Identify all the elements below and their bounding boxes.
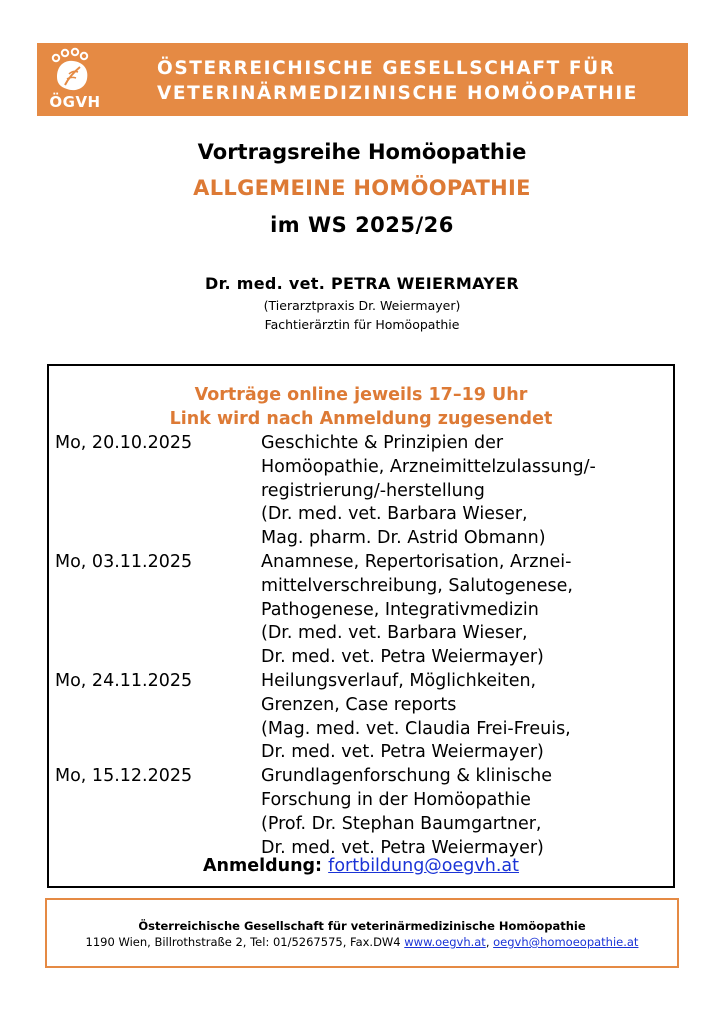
session-line: (Dr. med. vet. Barbara Wieser, <box>261 504 528 525</box>
registration-line <box>49 856 673 876</box>
session-line: Grenzen, Case reports <box>261 694 457 715</box>
session-description <box>261 432 667 551</box>
session-description <box>261 551 667 670</box>
session-line: Homöopathie, Arzneimittelzulassung/- <box>261 456 596 477</box>
footer-address: 1190 Wien, Billrothstraße 2, Tel: 01/5267575, Fax.DW4 <box>85 935 405 949</box>
header-banner <box>37 43 688 116</box>
session-date: Mo, 15.12.2025 <box>55 766 193 787</box>
registration-label: Anmeldung: <box>202 856 323 876</box>
session-line: (Mag. med. vet. Claudia Frei-Freuis, <box>261 718 571 739</box>
online-info-heading: Vorträge online jeweils 17–19 Uhr <box>194 385 528 405</box>
session-description <box>261 765 667 860</box>
session-list <box>55 432 667 860</box>
session-date: Mo, 24.11.2025 <box>55 670 193 691</box>
logo-wordmark: ÖGVH <box>49 93 101 111</box>
topic-title: ALLGEMEINE HOMÖOPATHIE <box>193 176 531 200</box>
org-name-line-1: ÖSTERREICHISCHE GESELLSCHAFT FÜR <box>157 58 616 79</box>
term-title: im WS 2025/26 <box>270 213 454 237</box>
footer-email-link[interactable]: oegvh@homoeopathie.at <box>493 935 639 949</box>
session-date: Mo, 03.11.2025 <box>55 551 193 572</box>
speaker-name: Dr. med. vet. PETRA WEIERMAYER <box>205 274 519 293</box>
session-line: registrierung/-herstellung <box>261 480 485 501</box>
footer-box <box>45 898 679 968</box>
session-line: Pathogenese, Integrativmedizin <box>261 599 539 620</box>
footer-separator: , <box>485 935 494 949</box>
session-line: (Prof. Dr. Stephan Baumgartner, <box>261 813 542 834</box>
session-line: Mag. pharm. Dr. Astrid Obmann) <box>261 528 546 549</box>
registration-email-link[interactable]: fortbildung@oegvh.at <box>328 856 519 876</box>
org-name-line-2: VETERINÄRMEDIZINISCHE HOMÖOPATHIE <box>157 83 639 104</box>
session-line: Heilungsverlauf, Möglichkeiten, <box>261 670 537 691</box>
session-description <box>261 670 667 765</box>
paw-leaf-logo-icon <box>47 47 103 113</box>
session-date: Mo, 20.10.2025 <box>55 433 193 453</box>
session-row <box>55 765 667 860</box>
footer-contact <box>47 935 677 949</box>
session-line: Dr. med. vet. Petra Weiermayer) <box>261 647 544 668</box>
schedule-box <box>47 364 675 888</box>
organization-name <box>157 56 638 106</box>
speaker-practice: (Tierarztpraxis Dr. Weiermayer) <box>263 298 461 313</box>
session-row <box>55 551 667 670</box>
session-line: mittelverschreibung, Salutogenese, <box>261 575 573 596</box>
series-title: Vortragsreihe Homöopathie <box>197 140 527 164</box>
session-row <box>55 670 667 765</box>
session-line: Geschichte & Prinzipien der <box>261 433 504 453</box>
session-line: Dr. med. vet. Petra Weiermayer) <box>261 837 544 858</box>
footer-website-link[interactable]: www.oegvh.at <box>404 935 486 949</box>
session-line: Anamnese, Repertorisation, Arznei- <box>261 551 572 572</box>
link-info-heading: Link wird nach Anmeldung zugesendet <box>169 409 553 429</box>
session-line: (Dr. med. vet. Barbara Wieser, <box>261 623 528 644</box>
footer-org-name: Österreichische Gesellschaft für veterinärmedizinische Homöopathie <box>138 919 586 933</box>
session-line: Dr. med. vet. Petra Weiermayer) <box>261 742 544 763</box>
session-line: Grundlagenforschung & klinische <box>261 766 552 787</box>
speaker-qualification: Fachtierärztin für Homöopathie <box>264 317 460 332</box>
session-line: Forschung in der Homöopathie <box>261 789 531 810</box>
session-row <box>55 432 667 551</box>
